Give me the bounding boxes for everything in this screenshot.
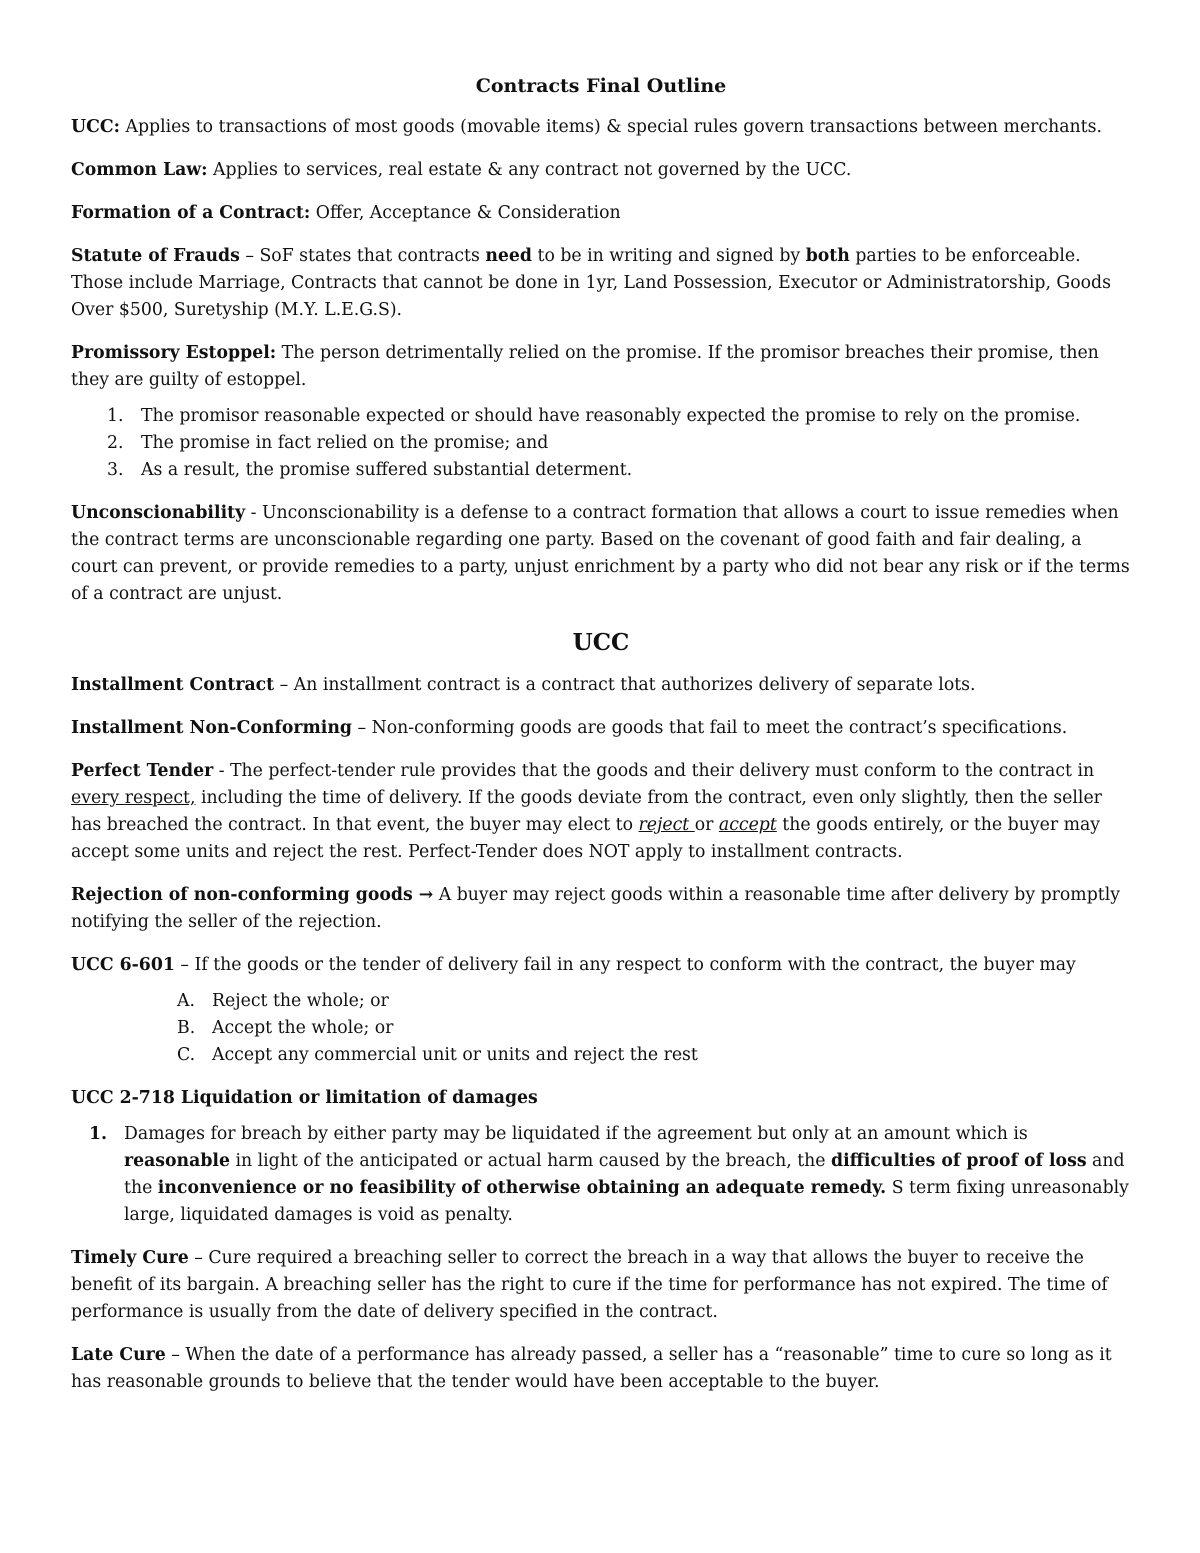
list-item: 1. Damages for breach by either party may be liquidated if the agreement but only at an amount which is reasonable in light of the anticipated or actual harm caused by the breach, the difficulties of proof of loss and the inconvenience or no feasibility of otherwise obtaining an adequate remedy. S term fixing unreasonably large, liquidated damages is void as penalty. [89, 1124, 1129, 1225]
paragraph-ucc-2-718 [71, 1085, 1131, 1112]
promissory-list [71, 403, 1131, 484]
term-installment-non-conforming: Installment Non-Conforming [71, 718, 352, 738]
term-late-cure: Late Cure [71, 1345, 166, 1365]
term-perfect-tender: Perfect Tender [71, 761, 214, 781]
list-item: 1. The promisor reasonable expected or should have reasonably expected the promise to rely on the promise. [107, 406, 1081, 426]
list-item: A. Reject the whole; or [177, 991, 389, 1011]
paragraph-statute-of-frauds: Statute of Frauds – SoF states that contracts need to be in writing and signed by both parties to be enforceable. Those include Marriage, Contracts that cannot be done in 1yr, Land Possession, Executor or Administratorship, Goods Over $500, Suretyship (M.Y. L.E.G.S). [71, 246, 1111, 320]
term-promissory-estoppel: Promissory Estoppel: [71, 343, 277, 363]
term-ucc-6-601: UCC 6-601 [71, 955, 175, 975]
section-heading-ucc: UCC [572, 629, 630, 656]
ucc-2718-list [71, 1121, 1131, 1229]
term-statute-of-frauds: Statute of Frauds [71, 246, 240, 266]
list-item: 2. The promise in fact relied on the promise; and [107, 433, 549, 453]
paragraph-unconscionability: Unconscionability - Unconscionability is a defense to a contract formation that allows a court to issue remedies when the contract terms are unconscionable regarding one party. Based on the covenant of good faith and fair dealing, a court can prevent, or provide remedies to a party, unjust enrichment by a party who did not bear any risk or if the terms of a contract are unjust. [71, 503, 1130, 604]
term-installment-contract: Installment Contract [71, 675, 275, 695]
term-unconscionability: Unconscionability [71, 503, 246, 523]
paragraph-installment-contract: Installment Contract – An installment contract is a contract that authorizes delivery of separate lots. [71, 675, 976, 695]
list-item: 3. As a result, the promise suffered substantial determent. [107, 460, 633, 480]
list-item: C. Accept any commercial unit or units and reject the rest [177, 1045, 698, 1065]
list-item: B. Accept the whole; or [177, 1018, 394, 1038]
term-formation: Formation of a Contract: [71, 203, 311, 223]
term-common-law: Common Law: [71, 160, 208, 180]
paragraph-perfect-tender: Perfect Tender - The perfect-tender rule provides that the goods and their delivery must conform to the contract in every respect, including the time of delivery. If the goods deviate from the contract, even only slightly, then the seller has breached the contract. In that event, the buyer may elect to reject or accept the goods entirely, or the buyer may accept some units and reject the rest. Perfect-Tender does NOT apply to installment contracts. [71, 761, 1102, 862]
paragraph-rejection: Rejection of non-conforming goods → A buyer may reject goods within a reasonable time after delivery by promptly notifying the seller of the rejection. [71, 885, 1120, 932]
paragraph-late-cure: Late Cure – When the date of a performance has already passed, a seller has a “reasonable” time to cure so long as it has reasonable grounds to believe that the tender would have been acceptable to the buyer. [71, 1345, 1112, 1392]
paragraph-timely-cure: Timely Cure – Cure required a breaching seller to correct the breach in a way that allows the buyer to receive the benefit of its bargain. A breaching seller has the right to cure if the time for performance has not expired. The time of performance is usually from the date of delivery specified in the contract. [71, 1248, 1108, 1322]
term-ucc-2-718: UCC 2-718 Liquidation or limitation of damages [71, 1088, 538, 1108]
term-ucc: UCC: [71, 117, 120, 137]
paragraph-formation: Formation of a Contract: Offer, Acceptance & Consideration [71, 203, 621, 223]
paragraph-ucc-6-601: UCC 6-601 – If the goods or the tender of delivery fail in any respect to conform with the contract, the buyer may [71, 955, 1076, 975]
term-timely-cure: Timely Cure [71, 1248, 189, 1268]
paragraph-promissory-estoppel: Promissory Estoppel: The person detrimentally relied on the promise. If the promisor breaches their promise, then they are guilty of estoppel. [71, 343, 1099, 390]
term-rejection: Rejection of non-conforming goods → [71, 885, 434, 905]
ucc-601-list [71, 988, 1131, 1069]
document-title: Contracts Final Outline [475, 75, 727, 97]
paragraph-common-law: Common Law: Applies to services, real estate & any contract not governed by the UCC. [71, 160, 852, 180]
paragraph-installment-non-conforming: Installment Non-Conforming – Non-conforming goods are goods that fail to meet the contract’s specifications. [71, 718, 1068, 738]
document-page [71, 72, 1131, 1412]
paragraph-ucc: UCC: Applies to transactions of most goods (movable items) & special rules govern transactions between merchants. [71, 117, 1102, 137]
